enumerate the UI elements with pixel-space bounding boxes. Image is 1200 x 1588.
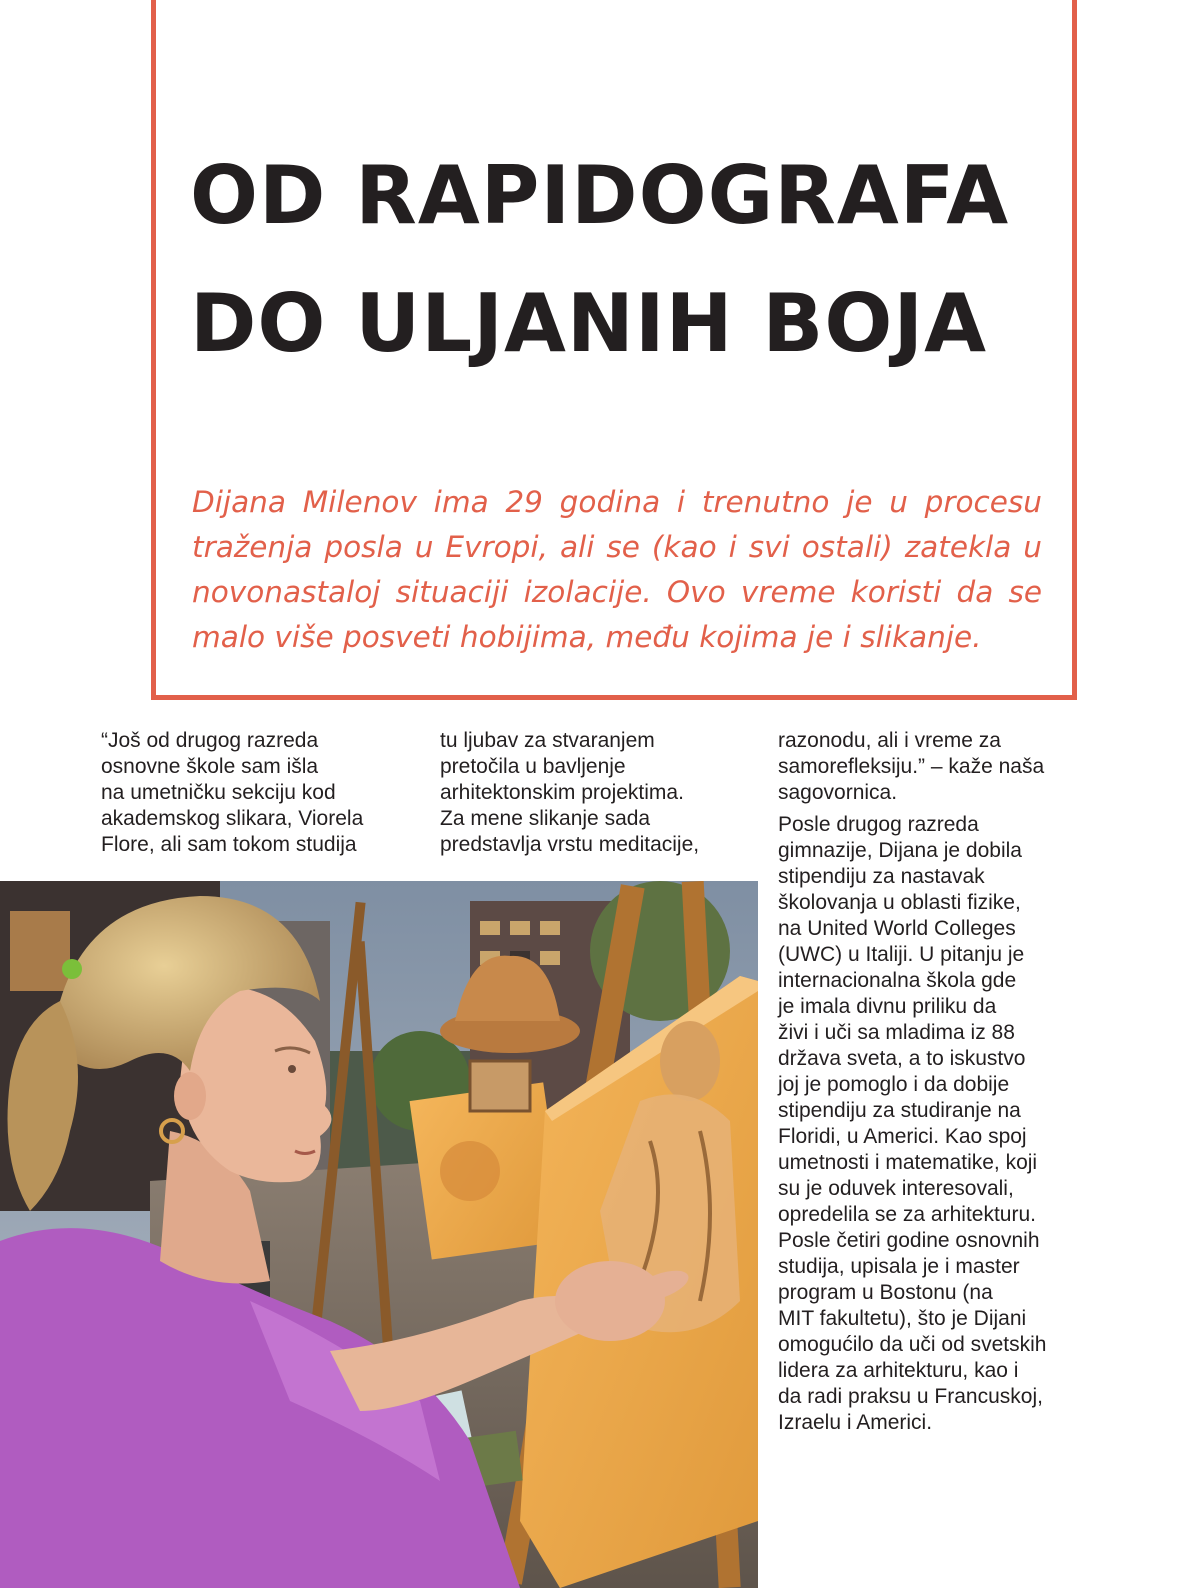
paragraph: tu ljubav za stvaranjem pretočila u bavljenje arhitektonskim projektima. Za mene slikanje sada predstavlja vrstu meditacije,: [440, 729, 700, 856]
title-line-1: OD RAPIDOGRAFA: [190, 149, 1010, 242]
article-lead: Dijana Milenov ima 29 godina i trenutno je u procesu traženja posla u Evropi, ali se (kao i svi ostali) zatekla u novonastaloj situaciji izolacije. Ovo vreme koristi da se malo više posveti hobijima, među kojima je i slikanje.: [192, 485, 1042, 654]
title-line-2: DO ULJANIH BOJA: [190, 277, 988, 370]
article-title: [190, 132, 1070, 388]
paragraph: razonodu, ali i vreme za samorefleksiju.” – kaže naša sagovornica.: [778, 729, 1045, 804]
paragraph: Posle drugog razreda gimnazije, Dijana je dobila stipendiju za nastavak školovanja u oblasti fizike, na United World Colleges (UWC) u Italiji. U pitanju je internacionalna škola gde je imala divnu priliku da živi i uči sa mladima iz 88 država sveta, a to iskustvo joj je pomoglo i da dobije stipendiju za studiranje na Floridi, u Americi. Kao spoj umetnosti i matematike, koji su je oduvek interesovali, opredelila se za arhitekturu. Posle četiri godine osnovnih studija, upisala je i master program u Bostonu (na MIT fakultetu), što je Dijani omogućilo da uči od svetskih lidera za arhitekturu, kao i da radi praksu u Francuskoj, Izraelu i Americi.: [778, 813, 1047, 1434]
photo-painter-at-easel: [0, 881, 758, 1588]
painter-illustration: [0, 881, 758, 1588]
text-column-1: [101, 728, 431, 858]
text-column-3: [778, 728, 1108, 1436]
paragraph: “Još od drugog razreda osnovne škole sam išla na umetničku sekciju kod akademskog slikara, Viorela Flore, ali sam tokom studija: [101, 729, 364, 856]
text-column-2: [440, 728, 770, 858]
